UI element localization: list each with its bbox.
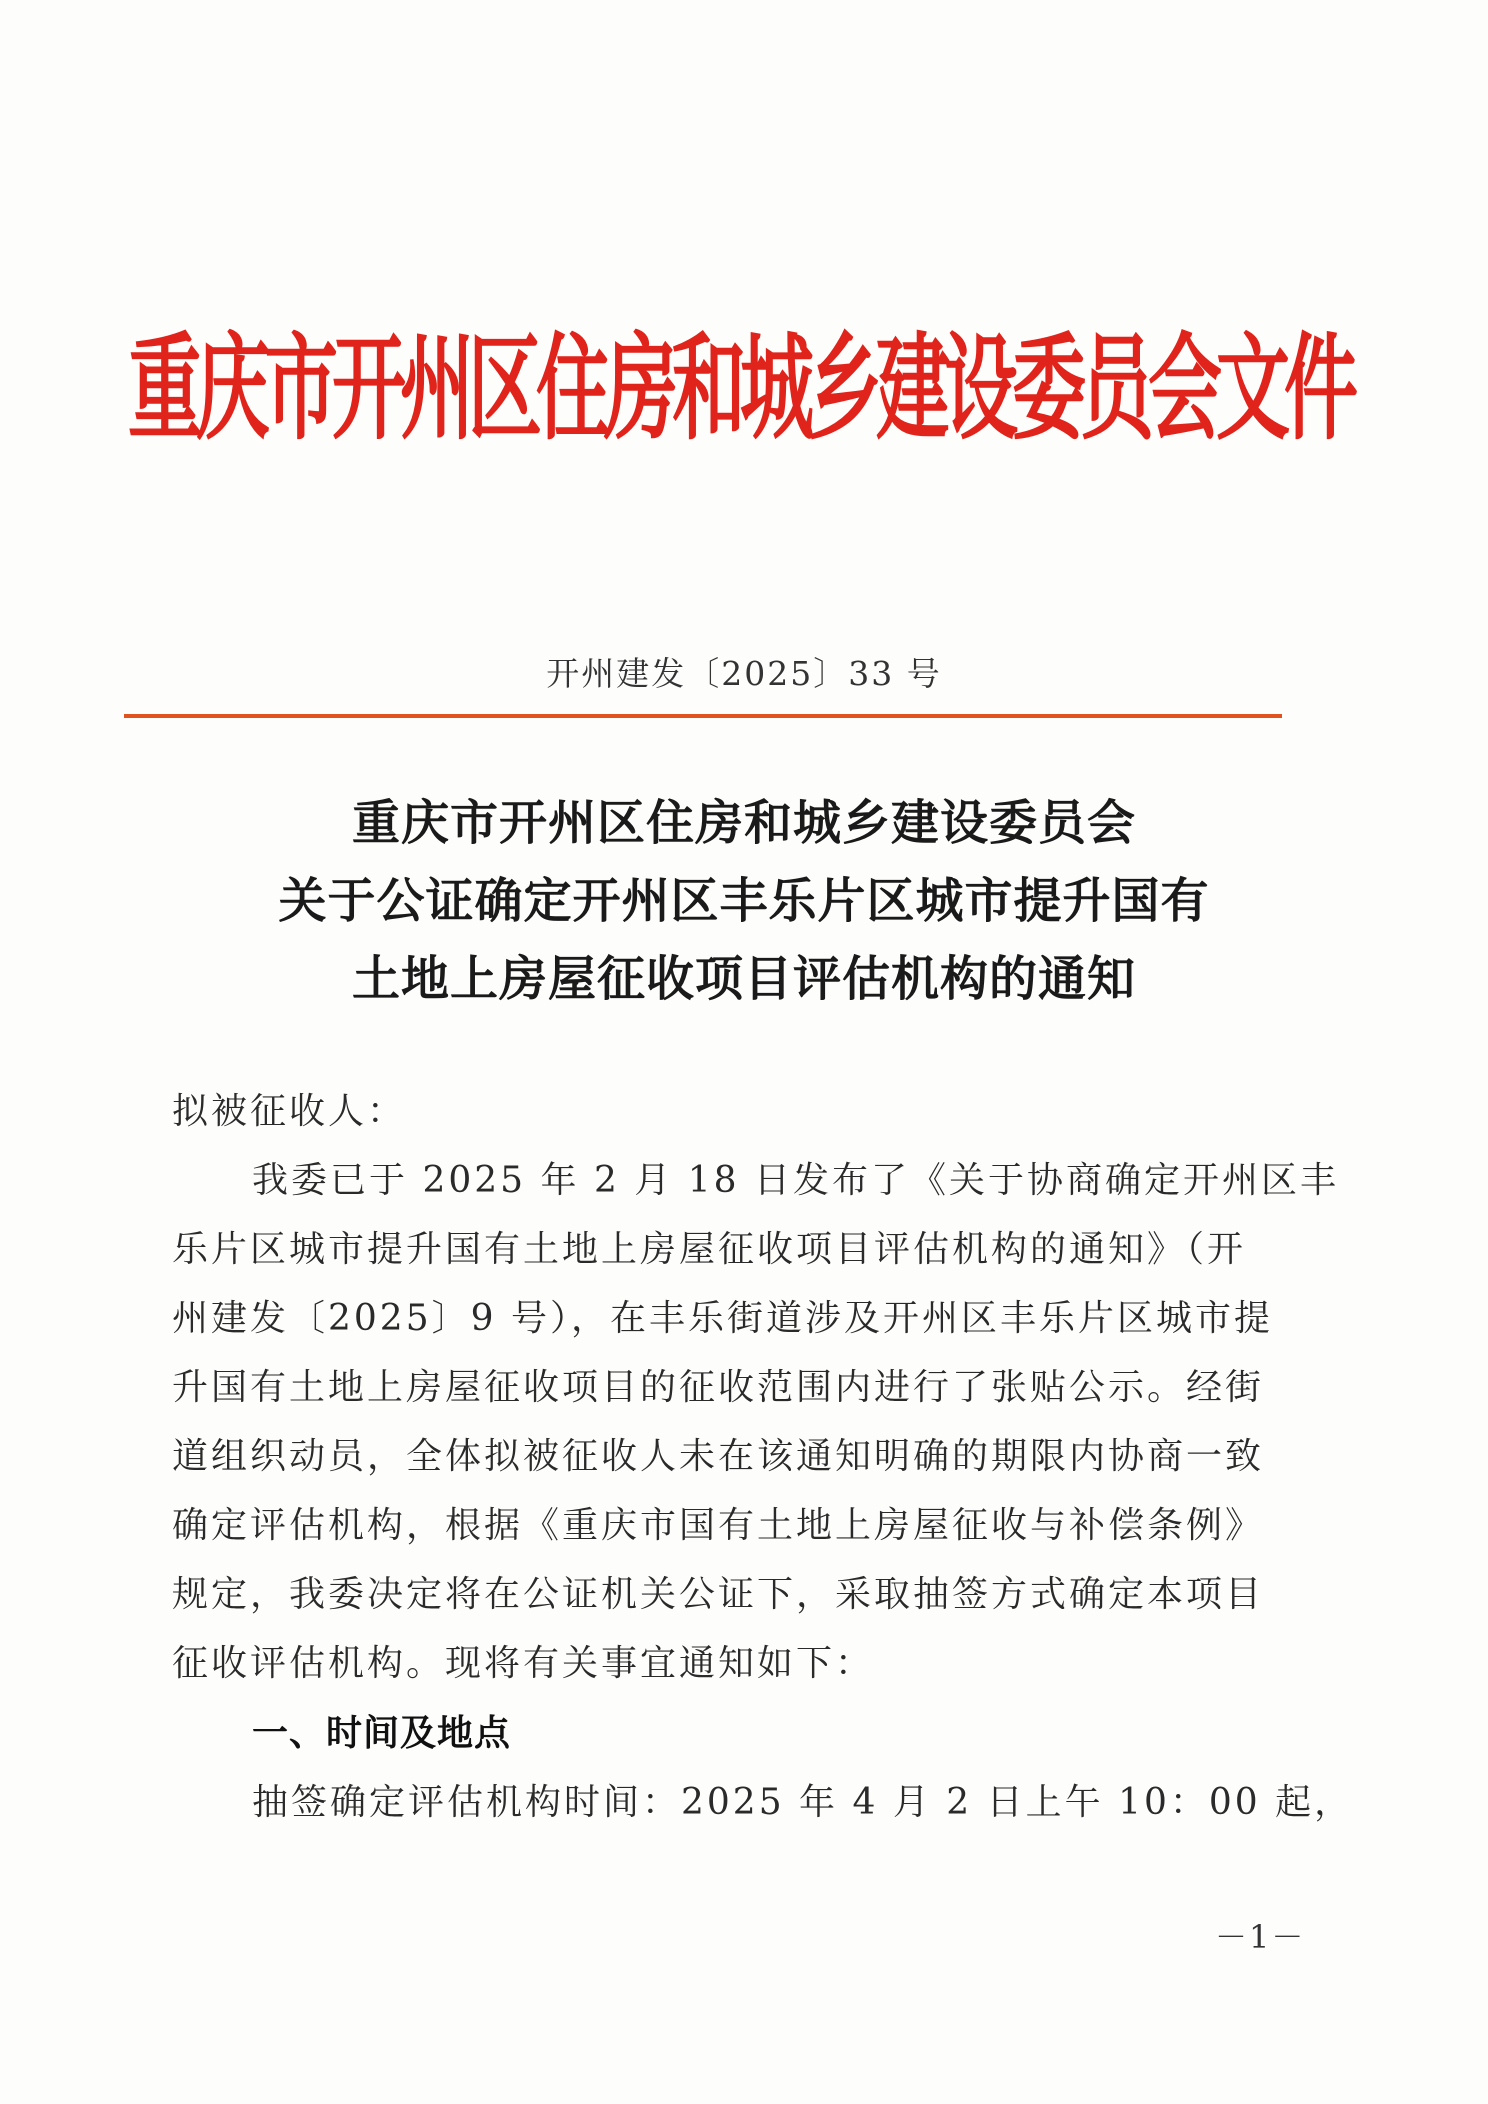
paragraph-line-8: 征收评估机构。现将有关事宜通知如下：: [172, 1643, 875, 1684]
notice-title-line-1: 重庆市开州区住房和城乡建设委员会: [351, 795, 1136, 851]
paragraph-line-5: 道组织动员，全体拟被征收人未在该通知明确的期限内协商一致: [172, 1436, 1265, 1477]
masthead-title: 重庆市开州区住房和城乡建设委员会文件: [128, 322, 1352, 456]
salutation: 拟被征收人：: [172, 1091, 407, 1132]
red-separator-line: [124, 714, 1282, 718]
paragraph-line-7: 规定，我委决定将在公证机关公证下，采取抽签方式确定本项目: [172, 1574, 1265, 1615]
paragraph-line-6: 确定评估机构，根据《重庆市国有土地上房屋征收与补偿条例》: [172, 1505, 1265, 1546]
paragraph-line-4: 升国有土地上房屋征收项目的征收范围内进行了张贴公示。经街: [172, 1367, 1265, 1408]
section-heading: 一、时间及地点: [252, 1713, 512, 1754]
section-first-line: 抽签确定评估机构时间：2025 年 4 月 2 日上午 10：00 起，: [252, 1782, 1354, 1823]
paragraph-line-1: 我委已于 2025 年 2 月 18 日发布了《关于协商确定开州区丰: [252, 1160, 1339, 1201]
paragraph-line-3: 州建发〔2025〕9 号），在丰乐街道涉及开州区丰乐片区城市提: [172, 1298, 1273, 1339]
page-number: －1－: [1215, 1918, 1306, 1956]
notice-title-line-2: 关于公证确定开州区丰乐片区城市提升国有: [278, 873, 1210, 929]
notice-title-line-3: 土地上房屋征收项目评估机构的通知: [351, 951, 1136, 1007]
paragraph-line-2: 乐片区城市提升国有土地上房屋征收项目评估机构的通知》（开: [172, 1229, 1247, 1270]
document-number: 开州建发〔2025〕33 号: [546, 654, 942, 693]
